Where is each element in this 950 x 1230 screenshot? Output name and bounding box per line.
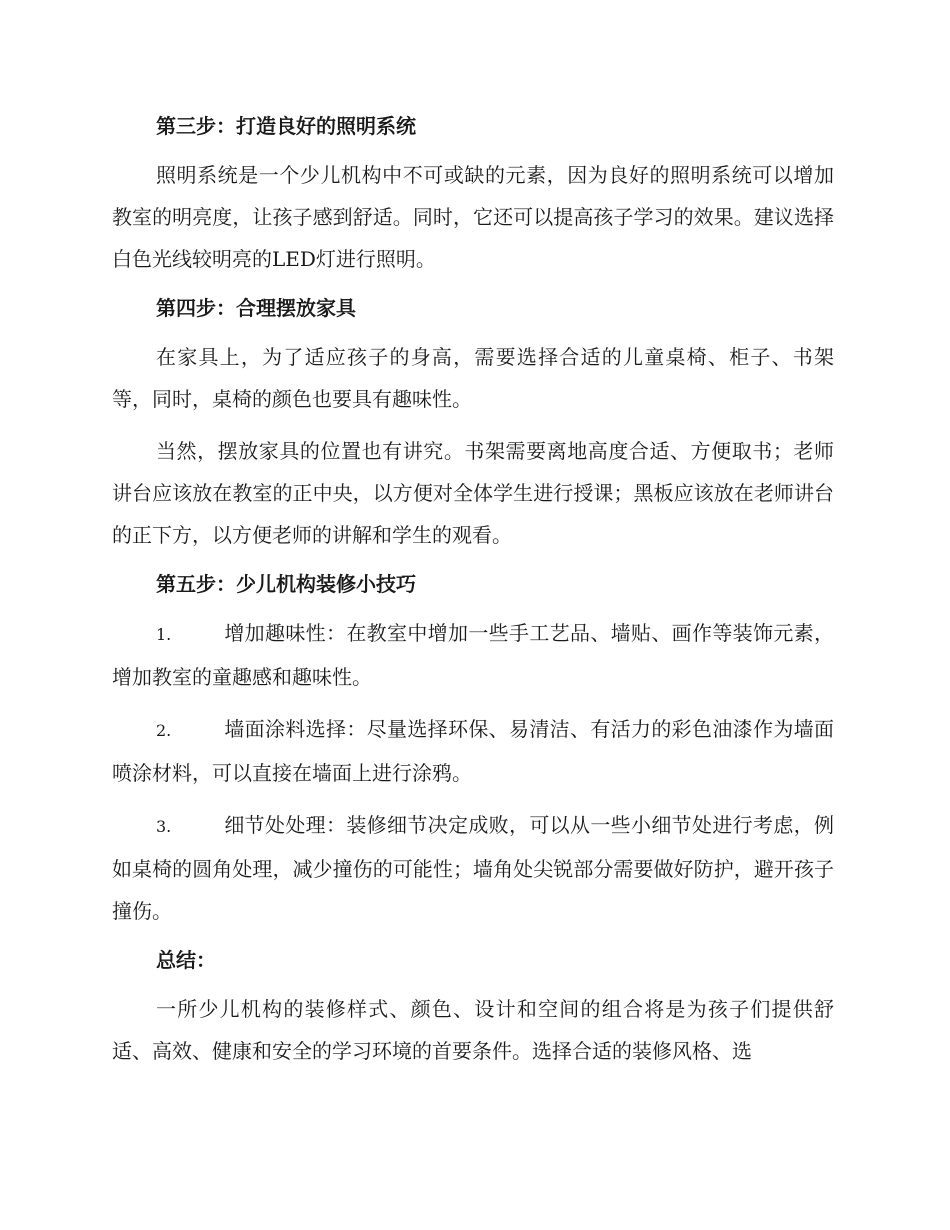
paragraph-lighting: 照明系统是一个少儿机构中不可或缺的元素，因为良好的照明系统可以增加教室的明亮度，让孩子感到舒适。同时，它还可以提高孩子学习的效果。建议选择白色光线较明亮的LED灯进行照明。	[112, 163, 834, 271]
list-item	[112, 708, 834, 794]
section-heading-lighting: 第三步：打造良好的照明系统	[156, 114, 416, 138]
document-body	[112, 108, 834, 1082]
paragraph-summary: 一所少儿机构的装修样式、颜色、设计和空间的组合将是为孩子们提供舒适、高效、健康和安全的学习环境的首要条件。选择合适的装修风格、选	[112, 997, 834, 1063]
list-item-text: 墙面涂料选择：尽量选择环保、易清洁、有活力的彩色油漆作为墙面喷涂材料，可以直接在墙面上进行涂鸦。	[112, 717, 834, 785]
paragraph-furniture-placement: 当然，摆放家具的位置也有讲究。书架需要离地高度合适、方便取书；老师讲台应该放在教室的正中央，以方便对全体学生进行授课；黑板应该放在老师讲台的正下方，以方便老师的讲解和学生的观看。	[112, 439, 834, 547]
list-item-text: 增加趣味性：在教室中增加一些手工艺品、墙贴、画作等装饰元素，增加教室的童趣感和趣味性。	[112, 621, 834, 689]
paragraph-furniture-selection: 在家具上，为了适应孩子的身高，需要选择合适的儿童桌椅、柜子、书架等，同时，桌椅的颜色也要具有趣味性。	[112, 345, 834, 411]
list-number: 2.	[156, 721, 172, 740]
section-heading-summary: 总结：	[156, 948, 216, 972]
list-number: 1.	[156, 625, 172, 644]
section-heading-tips: 第五步：少儿机构装修小技巧	[156, 572, 416, 596]
list-number: 3.	[156, 817, 172, 836]
list-item-text: 细节处处理：装修细节决定成败，可以从一些小细节处进行考虑，例如桌椅的圆角处理，减少撞伤的可能性；墙角处尖锐部分需要做好防护，避开孩子撞伤。	[112, 813, 834, 923]
list-item	[112, 804, 834, 932]
list-item	[112, 612, 834, 698]
section-heading-furniture: 第四步：合理摆放家具	[156, 296, 356, 320]
